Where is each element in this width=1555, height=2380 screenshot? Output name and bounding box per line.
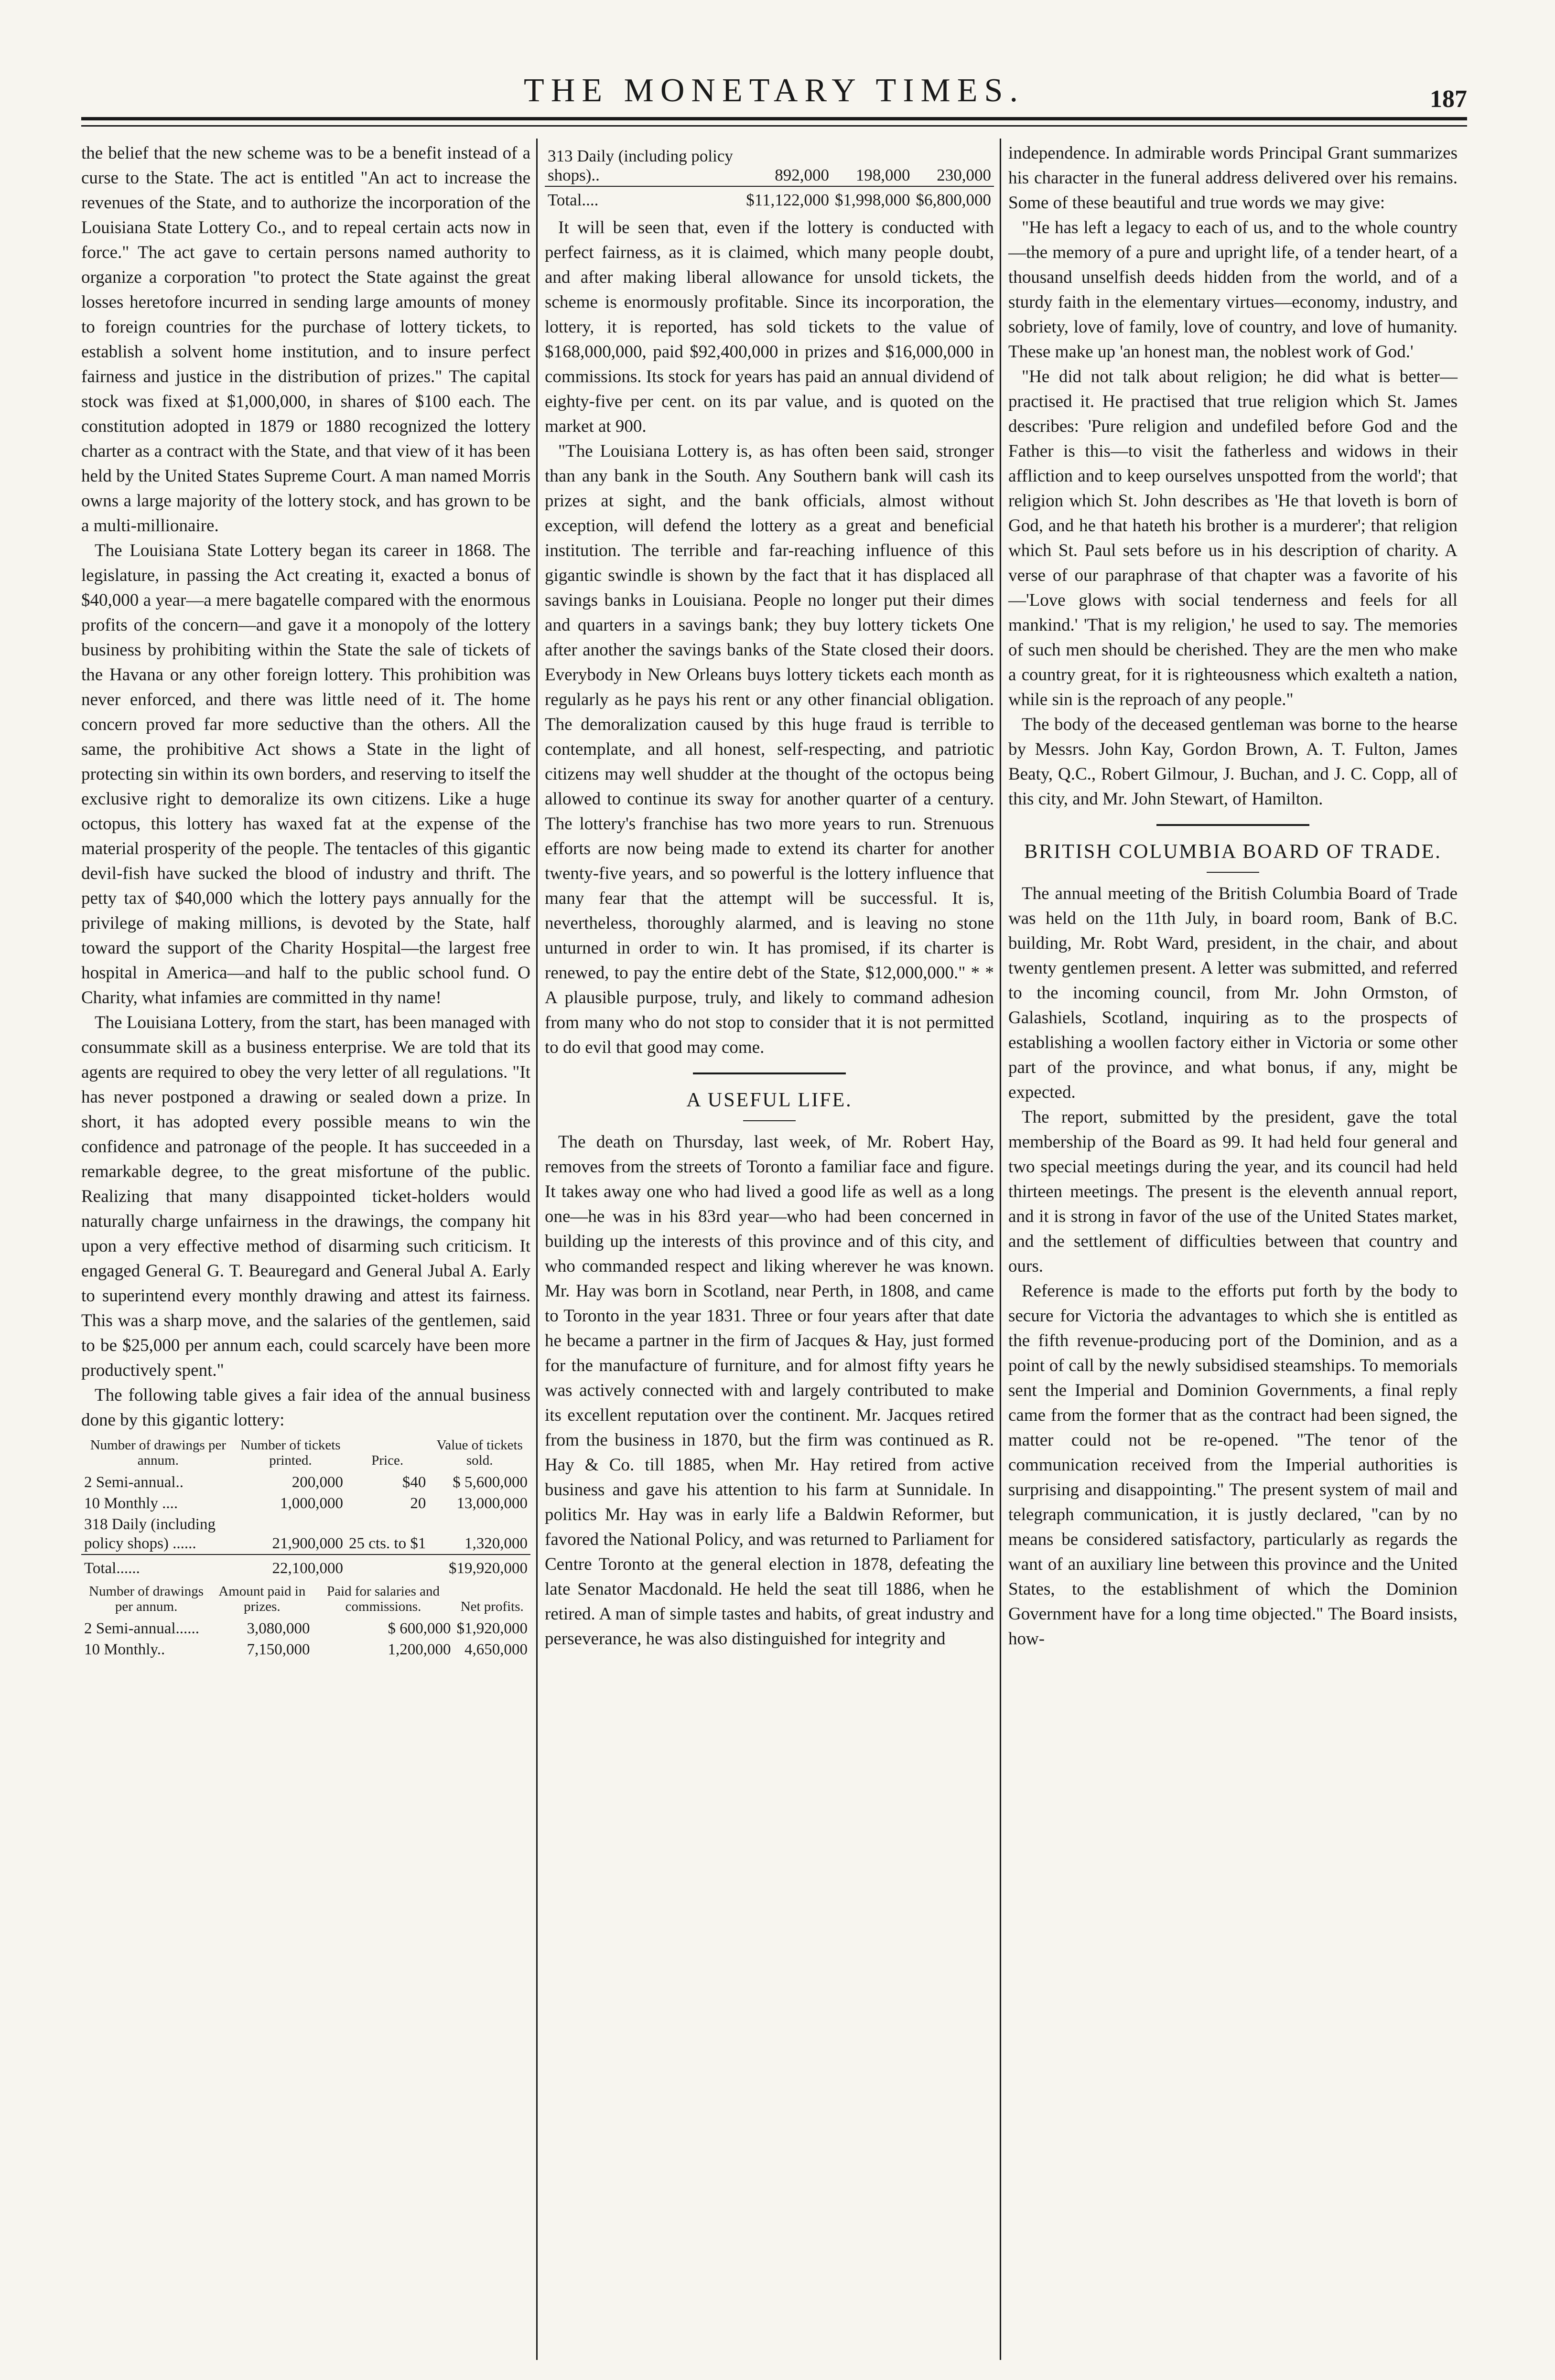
table-cell: 313 Daily (including policy shops).. — [548, 147, 733, 184]
table-cell: 2 Semi-annual...... — [84, 1620, 200, 1637]
paragraph: Reference is made to the efforts put forth by the body to secure for Victoria the advantages to which she is entitled as the fifth revenue-producing port of the Dominion, and as a point of call by the newly subsidised steamships. To memorials sent the Imperial and Dominion Governments, a final reply came from the former that as the contract had been signed, the matter could not be re-opened. "The tenor of the communication received from the Imperial authorities is surprising and disappointing." The present system of mail and telegraph communication, it is justly declared, "can by no means be considered satisfactory, particularly as regards the want of an auxiliary line between this province and the United States, to the establishment of which the Dominion Government have for a long time objected." The Board insists, how- — [1008, 1281, 1458, 1649]
paragraph: It will be seen that, even if the lottery is conducted with perfect fairness, as it is claimed, which many people doubt, and after making liberal allowance for unsold tickets, the scheme is enormously profitable. Since its incorporation, the lottery, it is reported, has sold tickets to the value of $168,000,000, paid $92,400,000 in prizes and $16,000,000 in commissions. Its stock for years has paid an annual dividend of eighty-five per cent. on its par value, and is quoted on the market at 900. — [545, 218, 994, 436]
article-heading: BRITISH COLUMBIA BOARD OF TRADE. — [1024, 841, 1442, 863]
table-cell: $ 600,000 — [388, 1620, 451, 1637]
paragraph: "He did not talk about religion; he did what is better—practised it. He practised that true religion which St. James describes: 'Pure religion and undefiled before God and the Father is this—to visit the fatherless and widows in their affliction and to keep ourselves unspotted from the world'; that religion which St. John describes as 'He that loveth is born of God, and he that hateth his brother is a murderer'; that religion which St. Paul sets before us in his description of charity. A verse of our paraphrase of that chapter was a favorite of his—'Love glows with social tenderness and feels for all mankind.' 'That is my religion,' he used to say. The memories of such men should be cherished. They are the men who make a country great, for it is righteousness which exalteth a nation, while sin is the reproach of any people." — [1008, 367, 1458, 709]
table-header: Price. — [371, 1453, 404, 1468]
table-cell: 2 Semi-annual.. — [84, 1474, 184, 1491]
paragraph: "The Louisiana Lottery is, as has often been said, stronger than any bank in the South. Any Southern bank will cash its prizes at sight, and the bank officials, almost without exception, will defend the lottery as a great and beneficial institution. The terrible and far-reaching influence of this gigantic swindle is shown by the fact that it has displaced all savings banks in Louisiana. People no longer put their dimes and quarters in a savings bank; they buy lottery tickets One after another the savings banks of the State closed their doors. Everybody in New Orleans buys lottery tickets each month as regularly as he pays his rent or any other financial obligation. The demoralization caused by this huge fraud is terrible to contemplate, and all honest, self-respecting, and patriotic citizens may well shudder at the thought of the octopus being allowed to continue its sway for another quarter of a century. The lottery's franchise has two more years to run. Strenuous efforts are now being made to extend its charter for another twenty-five years, and so powerful is the lottery influence that many fear that the attempt will be successful. It is, nevertheless, thoroughly alarmed, and is leaving no stone unturned in order to win. It has promised, if its charter is renewed, to pay the entire debt of the State, $12,000,000." * * A plausible purpose, truly, and likely to command adhesion from many who do not stop to consider that it is not permitted to do evil that good may come. — [545, 441, 994, 1057]
table-header: Number of drawings per annum. — [90, 1437, 227, 1468]
lottery-prizes-table — [81, 1584, 530, 1660]
table-cell: Total.... — [545, 186, 743, 211]
table-cell: 1,320,000 — [464, 1535, 528, 1552]
table-cell: $11,122,000 — [743, 186, 832, 211]
lottery-business-table — [81, 1437, 530, 1579]
table-cell: 7,150,000 — [247, 1641, 310, 1658]
table-cell — [346, 1555, 429, 1579]
section-divider — [693, 1072, 846, 1074]
table-cell: 892,000 — [775, 166, 829, 184]
table-cell: $1,998,000 — [832, 186, 913, 211]
table-cell: 318 Daily (including policy shops) ...... — [84, 1516, 216, 1552]
table-cell: 200,000 — [292, 1474, 344, 1491]
table-cell: $ 5,600,000 — [453, 1474, 528, 1491]
table-header-row — [81, 1437, 530, 1472]
paragraph: the belief that the new scheme was to be a benefit instead of a curse to the State. The act is entitled "An act to increase the revenues of the State, and to authorize the incorporation of the Louisiana State Lottery Co., and to repeal certain acts now in force." The act gave to certain persons named authority to organize a corporation "to protect the State against the great losses heretofore incurred in sending large amounts of money to foreign countries for the purchase of lottery tickets, to establish a solvent home institution, and to insure perfect fairness and justice in the distribution of prizes." The capital stock was fixed at $1,000,000, in shares of $100 each. The constitution adopted in 1879 or 1880 recognized the lottery charter as a contract with the State, and that view of it has been held by the United States Supreme Court. A man named Morris owns a large majority of the lottery stock, and has grown to be a multi-millionaire. — [81, 143, 530, 536]
column-divider — [536, 139, 538, 2360]
table-cell: 230,000 — [937, 166, 991, 184]
table-cell: $1,920,000 — [456, 1620, 528, 1637]
masthead-title: THE MONETARY TIMES. — [524, 72, 1025, 109]
table-cell: $19,920,000 — [429, 1555, 530, 1579]
table-cell: 198,000 — [855, 166, 910, 184]
paragraph: The Louisiana State Lottery began its career in 1868. The legislature, in passing the Act creating it, exacted a bonus of $40,000 a year—a mere bagatelle compared with the enormous profits of the concern—and gave it a monopoly of the lottery business by prohibiting within the State the sale of tickets of the Havana or any other foreign lottery. This prohibition was never enforced, and there was little need of it. The home concern proved far more seductive than the others. All the same, the prohibitive Act shows a State in the light of protecting sin within its own borders, and reserving to itself the exclusive right to demoralize its own citizens. Like a huge octopus, this lottery has waxed fat at the expense of the material prosperity of the people. The tentacles of this gigantic devil-fish have sucked the blood of industry and thrift. The petty tax of $40,000 which the lottery pays annually for the privilege of making millions, is devoted by the State, half toward the support of the Charity Hospital—the largest free hospital in America—and half to the public school fund. O Charity, what infamies are committed in thy name! — [81, 541, 530, 1008]
table-cell: 21,900,000 — [272, 1535, 344, 1552]
table-row — [81, 1514, 530, 1555]
masthead — [81, 72, 1467, 129]
paragraph: The annual meeting of the British Columbia Board of Trade was held on the 11th July, in board room, Bank of B.C. building, Mr. Robt Ward, president, in the chair, and about twenty gentlemen present. A letter was submitted, and referred to the incoming council, from Mr. John Ormston, of Galashiels, Scotland, inquiring as to the prospects of establishing a woollen factory either in Victoria or some other part of the province, and what bonus, if any, might be expected. — [1008, 884, 1458, 1102]
table-row — [81, 1618, 530, 1639]
table-header: Paid for salaries and commissions. — [327, 1584, 440, 1614]
paragraph: The report, submitted by the president, gave the total membership of the Board as 99. It had held four general and two special meetings during the year, and its council had held thirteen meetings. The present is the eleventh annual report, and it is strong in favor of the use of the United States market, and the settlement of difficulties between that country and ours. — [1008, 1107, 1458, 1276]
paragraph: The Louisiana Lottery, from the start, has been managed with consummate skill as a business enterprise. We are told that its agents are required to obey the very letter of all regulations. "It has never postponed a drawing or sealed down a prize. In short, it has adopted every possible means to win the confidence and patronage of the people. It has succeeded in a remarkable degree, to the great misfortune of the public. Realizing that many disappointed ticket-holders would naturally charge unfairness in the drawings, the company hit upon a very effective method of disarming such criticism. It engaged General G. T. Beauregard and General Jubal A. Early to superintend every monthly drawing and attest its fairness. This was a sharp move, and the salaries of the gentlemen, said to be $25,000 per annum each, could scarcely have been more productively spent." — [81, 1013, 530, 1380]
table-header: Net profits. — [460, 1599, 524, 1614]
table-cell: 3,080,000 — [247, 1620, 310, 1637]
table-row — [545, 146, 994, 186]
masthead-rule-thin — [81, 125, 1467, 127]
table-cell: 10 Monthly.. — [84, 1641, 165, 1658]
table-cell: 1,200,000 — [388, 1641, 451, 1658]
table-cell: 20 — [410, 1495, 426, 1512]
table-cell: 10 Monthly .... — [84, 1495, 178, 1512]
table-total-row — [81, 1555, 530, 1579]
column-1 — [81, 141, 530, 1665]
table-cell: $40 — [402, 1474, 426, 1491]
paragraph: The following table gives a fair idea of the annual business done by this gigantic lottery: — [81, 1385, 530, 1430]
table-cell: 25 cts. to $1 — [349, 1535, 426, 1552]
lottery-prizes-table-continued — [545, 146, 994, 211]
paragraph: The body of the deceased gentleman was borne to the hearse by Messrs. John Kay, Gordon Brown, A. T. Fulton, James Beaty, Q.C., Robert Gilmour, J. Buchan, and J. C. Copp, all of this city, and Mr. John Stewart, of Hamilton. — [1008, 715, 1458, 809]
masthead-rule-thick — [81, 117, 1467, 120]
heading-rule — [743, 1120, 796, 1121]
paragraph: The death on Thursday, last week, of Mr. Robert Hay, removes from the streets of Toronto a familiar face and figure. It takes away one who had lived a good life as well as a long one—he was in his 83rd year—who had been concerned in building up the interests of this province and of this city, and who commanded respect and liking wherever he was known. Mr. Hay was born in Scotland, near Perth, in 1808, and came to Toronto in the year 1831. Three or four years after that date he became a partner in the firm of Jacques & Hay, just formed for the manufacture of furniture, and for almost fifty years he was actively connected with and largely contributed to make its excellent reputation over the continent. Mr. Jacques retired from the business in 1870, but the firm was continued as R. Hay & Co. till 1885, when Mr. Hay retired from active business and gave his attention to his farm at Sunnidale. In politics Mr. Hay was in early life a Baldwin Reformer, but favored the National Policy, and was returned to Parliament for Centre Toronto at the general election in 1878, defeating the late Senator Macdonald. He held the seat till 1886, when he retired. A man of simple tastes and habits, of great industry and perseverance, he was also distinguished for integrity and — [545, 1132, 994, 1649]
heading-rule — [1207, 872, 1259, 873]
table-cell: 22,100,000 — [235, 1555, 346, 1579]
column-3 — [1008, 141, 1458, 1651]
table-cell: 1,000,000 — [280, 1495, 344, 1512]
column-divider — [1000, 139, 1001, 2360]
paragraph: independence. In admirable words Principal Grant summarizes his character in the funeral address delivered over his remains. Some of these beautiful and true words we may give: — [1008, 143, 1458, 213]
table-cell: 4,650,000 — [464, 1641, 528, 1658]
table-header: Value of tickets sold. — [436, 1437, 523, 1468]
paragraph: "He has left a legacy to each of us, and to the whole country—the memory of a pure and upright life, of a tender heart, of a thousand unselfish deeds hidden from the world, and of a sturdy faith in the elementary virtues—economy, industry, and sobriety, love of family, love of country, and love of humanity. These make up 'an honest man, the noblest work of God.' — [1008, 218, 1458, 362]
column-2 — [545, 141, 994, 1651]
page-number: 187 — [1430, 86, 1467, 113]
table-header: Number of drawings per annum. — [89, 1584, 204, 1614]
table-header-row — [81, 1584, 530, 1618]
table-cell: 13,000,000 — [456, 1495, 528, 1512]
table-header: Amount paid in prizes. — [218, 1584, 306, 1614]
section-divider — [1156, 824, 1309, 826]
table-row — [81, 1493, 530, 1514]
table-total-row — [545, 186, 994, 211]
table-cell: $6,800,000 — [913, 186, 994, 211]
table-row — [81, 1639, 530, 1660]
table-cell: Total...... — [81, 1555, 235, 1579]
table-row — [81, 1472, 530, 1493]
article-heading: A USEFUL LIFE. — [686, 1089, 853, 1111]
table-header: Number of tickets printed. — [240, 1437, 341, 1468]
